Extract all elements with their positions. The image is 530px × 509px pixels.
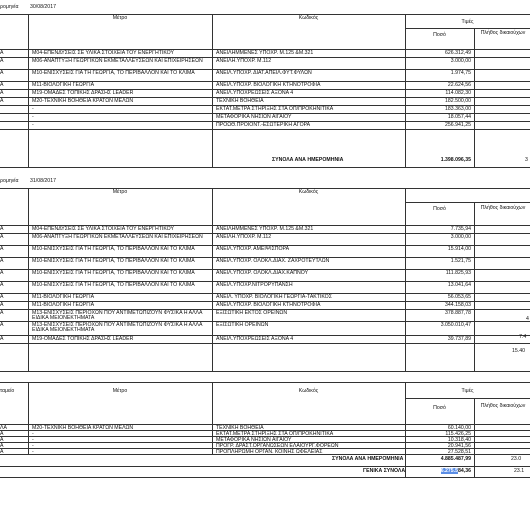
row-code: Α: [0, 57, 4, 64]
row-kodikos: ΑΝΕΙΛ.ΥΠΟΧΡ.ΝΙΤΡΟΡΥΠΑΝΣΗ: [216, 281, 293, 288]
s2-count-c: 15.40: [512, 348, 525, 354]
row-kodikos: ΜΕΤΑΦΟΡΙΚΑ ΝΗΣΙΩΝ ΑΙΓΑΙΟΥ: [216, 436, 292, 443]
grand-total-rest: 84,36: [458, 468, 471, 474]
row-metro: M06-ΑΝΑΠΤΥΞΗ ΓΕΩΡΓΙΚΩΝ ΕΚΜΕΤΑΛΛΕΥΣΕΩΝ ΚΑΙ ΕΠΙΧΕΙΡΗΣΕΩΝ: [32, 233, 203, 240]
row-metro: M10-ΕΝΙΣΧΥΣΕΙΣ ΓΙΑ ΤΗ ΓΕΩΡΓΙΑ, ΤΟ ΠΕΡΙΒΑΛΛΟΝ ΚΑΙ ΤΟ ΚΛΙΜΑ: [32, 245, 195, 252]
row-kodikos: ΠΡΟΓΡ. ΔΡΑΣΤ.ΟΡΓΑΝΩΣΕΩΝ ΕΛΑΙΟΥΡΓ.ΦΟΡΕΩΝ: [216, 442, 339, 449]
row-poso: 3.000,00: [450, 233, 471, 240]
row-code: Α: [0, 257, 4, 264]
col-poso-header-2: Ποσό: [433, 206, 446, 212]
row-metro: -: [32, 430, 34, 437]
row-poso: 626.312,49: [445, 49, 471, 56]
row-code: Α: [0, 281, 4, 288]
row-metro: M20-ΤΕΧΝΙΚΗ ΒΟΗΘΕΙΑ ΚΡΑΤΩΝ ΜΕΛΩΝ: [32, 424, 134, 431]
col-kodikos-header-2: Κωδικός: [298, 189, 319, 195]
row-poso: 18.057,44: [447, 113, 471, 120]
row-poso: 7.735,94: [450, 225, 471, 232]
col-metro-header-3: Μέτρο: [112, 388, 128, 394]
col-plithos-header-3: Πλήθος δικαιούχων: [480, 403, 526, 409]
row-poso: 115.426,25: [445, 430, 471, 437]
col-times-header: Τιμές: [461, 19, 474, 25]
col-tameio-header: ταμείο: [0, 388, 15, 394]
row-metro: M13-ΕΝΙΣΧΥΣΕΙΣ ΠΕΡΙΟΧΩΝ ΠΟΥ ΑΝΤΙΜΕΤΩΠΙΖΟΥΝ ΦΥΣΙΚΑ Η ΑΛΛΑ ΕΙΔΙΚΑ ΜΕΙΟΝΕΚΤΗΜΑΤΑ: [32, 309, 203, 321]
grand-total-value: [405, 469, 471, 474]
row-kodikos: ΕΞΙΣΩΤΙΚΗ ΟΡΕΙΝΩΝ: [216, 321, 269, 328]
row-code: Α: [0, 293, 4, 300]
section3-total-count: 23.0: [511, 456, 522, 462]
row-code: Α: [0, 69, 4, 76]
row-code: Α: [0, 225, 4, 232]
row-poso: 15.914,00: [447, 245, 471, 252]
row-metro: M13-ΕΝΙΣΧΥΣΕΙΣ ΠΕΡΙΟΧΩΝ ΠΟΥ ΑΝΤΙΜΕΤΩΠΙΖΟΥΝ ΦΥΣΙΚΑ Η ΑΛΛΑ ΕΙΔΙΚΑ ΜΕΙΟΝΕΚΤΗΜΑΤΑ: [32, 321, 203, 333]
section1-total-label: ΣΥΝΟΛΑ ΑΝΑ ΗΜΕΡΟΜΗΝΙΑ: [272, 157, 344, 163]
row-kodikos: ΕΚΤΑΤ.ΜΕΤΡΑ ΣΤΗΡΙΞΗΣ ΣΤΑ ΟΠ/ΠΡΟΚΗΝΙΤΙΚΑ: [216, 430, 334, 437]
row-code: Α: [0, 442, 4, 449]
row-kodikos: ΑΝΕΙΛ. ΥΠΟΧΡ. ΒΙΟΛΟΓΙΚΗ ΓΕΩΡΓΙΑ-ΤΑΚΤΙΚΟΣ: [216, 293, 332, 300]
row-kodikos: ΑΝΕΙΛ.ΥΠΟΧΡΕΩΣΕΙΣ ΑΞΟΝΑ 4: [216, 89, 294, 96]
date-value-1: 30/08/2017: [30, 4, 56, 10]
row-kodikos: ΑΝΕΙΛ.ΥΠΟΧΡ. ΒΙΟΛΟΓΙΚΗ ΚΤΗΝΟΤΡΟΦΙΑ: [216, 81, 321, 88]
row-kodikos: ΜΕΤΑΦΟΡΙΚΑ ΝΗΣΙΩΝ ΑΙΓΑΙΟΥ: [216, 113, 292, 120]
date-value-2: 31/08/2017: [30, 178, 56, 184]
row-poso: 378.887,78: [445, 309, 471, 316]
row-kodikos: ΑΝΕΙΛΗΜΜΕΝΕΣ ΥΠΟΧΡ. Μ.125 &Μ.321: [216, 49, 314, 56]
row-kodikos: ΑΝΕΙΛ.ΥΠΟΧΡ. ΟΛΟΚΛ.ΔΙΑΧ.ΚΑΠΝΟΥ: [216, 269, 309, 276]
row-metro: M20-ΤΕΧΝΙΚΗ ΒΟΗΘΕΙΑ ΚΡΑΤΩΝ ΜΕΛΩΝ: [32, 97, 134, 104]
col-plithos-header: Πλήθος δικαιούχων: [480, 30, 526, 36]
row-kodikos: ΤΕΧΝΙΚΗ ΒΟΗΘΕΙΑ: [216, 97, 264, 104]
grand-total-count: 23.1: [514, 468, 525, 474]
grand-total-label: ΓΕΝΙΚΑ ΣΥΝΟΛΑ: [363, 468, 406, 474]
row-poso: 10.318,40: [447, 436, 471, 443]
row-metro: M04-ΕΠΕΝΔΥΣΕΙΣ ΣΕ ΥΛΙΚΑ ΣΤΟΙΧΕΙΑ ΤΟΥ ΕΝΕΡΓΗΤΙΚΟΥ: [32, 225, 174, 232]
row-metro: -: [32, 448, 34, 455]
row-poso: 256.941,25: [445, 121, 471, 128]
row-poso: 183.363,00: [445, 105, 471, 112]
col-poso-header: Ποσό: [433, 32, 446, 38]
row-kodikos: ΑΝΕΙΛ.ΥΠΟΧΡ. ΒΙΟΛΟΓΙΚΗ ΚΤΗΝΟΤΡΟΦΙΑ: [216, 301, 321, 308]
row-poso: 3.050.010,47: [440, 321, 471, 328]
row-kodikos: ΤΕΧΝΙΚΗ ΒΟΗΘΕΙΑ: [216, 424, 264, 431]
row-metro: -: [32, 442, 34, 449]
s2-count-b: 7.4: [519, 334, 527, 340]
row-metro: -: [32, 436, 34, 443]
row-poso: 182.500,00: [445, 97, 471, 104]
row-divider: [0, 129, 530, 130]
row-metro: M11-ΒΙΟΛΟΓΙΚΗ ΓΕΩΡΓΙΑ: [32, 81, 95, 88]
row-poso: 20.941,56: [447, 442, 471, 449]
col-kodikos-header-3: Κωδικός: [298, 388, 319, 394]
row-kodikos: ΠΡΟΠΛΗΡΩΜΗ ΟΡΓΑΝ. ΚΟΙΝΗΣ ΩΦΕΛΕΙΑΣ: [216, 448, 323, 455]
col-kodikos-header: Κωδικός: [298, 15, 319, 21]
row-metro: M10-ΕΝΙΣΧΥΣΕΙΣ ΓΙΑ ΤΗ ΓΕΩΡΓΙΑ, ΤΟ ΠΕΡΙΒΑΛΛΟΝ ΚΑΙ ΤΟ ΚΛΙΜΑ: [32, 269, 195, 276]
row-poso: 22.624,56: [447, 81, 471, 88]
row-code: Α: [0, 430, 4, 437]
row-metro: M04-ΕΠΕΝΔΥΣΕΙΣ ΣΕ ΥΛΙΚΑ ΣΤΟΙΧΕΙΑ ΤΟΥ ΕΝΕΡΓΗΤΙΚΟΥ: [32, 49, 174, 56]
row-code: Α: [0, 245, 4, 252]
row-metro: M10-ΕΝΙΣΧΥΣΕΙΣ ΓΙΑ ΤΗ ΓΕΩΡΓΙΑ, ΤΟ ΠΕΡΙΒΑΛΛΟΝ ΚΑΙ ΤΟ ΚΛΙΜΑ: [32, 257, 195, 264]
table-2: [0, 188, 530, 372]
row-metro: M06-ΑΝΑΠΤΥΞΗ ΓΕΩΡΓΙΚΩΝ ΕΚΜΕΤΑΛΛΕΥΣΕΩΝ ΚΑΙ ΕΠΙΧΕΙΡΗΣΕΩΝ: [32, 57, 203, 64]
col-metro-header: Μέτρο: [112, 15, 128, 21]
row-code: Α: [0, 49, 4, 56]
date-label-2: ρομηνία: [0, 178, 19, 184]
row-metro: -: [32, 113, 34, 120]
row-code: Α: [0, 321, 4, 328]
row-poso: 60.140,00: [447, 424, 471, 431]
row-kodikos: ΑΝΕΙΛ.ΥΠΟΧΡΕΩΣΕΙΣ ΑΞΟΝΑ 4: [216, 335, 294, 342]
col-poso-header-3: Ποσό: [433, 405, 446, 411]
row-poso: 111.825,93: [445, 269, 471, 276]
col-times-header-3: Τιμές: [461, 388, 474, 394]
row-kodikos: ΠΡΟΩΘ.ΠΡΟΙΟΝΤ.-ΕΣΩΤΕΡΙΚΗ ΑΓΟΡΑ: [216, 121, 311, 128]
row-poso: 1.974,75: [450, 69, 471, 76]
s2-count-a: 4: [526, 316, 529, 322]
row-code: Α: [0, 309, 4, 316]
row-poso: 3.000,00: [450, 57, 471, 64]
row-kodikos: ΕΞΙΣΩΤΙΚΗ ΕΚΤΟΣ ΟΡΕΙΝΩΝ: [216, 309, 288, 316]
row-code: Α: [0, 335, 4, 342]
row-code: Α: [0, 81, 4, 88]
row-code: Α: [0, 97, 4, 104]
row-metro: -: [32, 105, 34, 112]
row-code: Α: [0, 269, 4, 276]
row-kodikos: ΑΝΕΙΛ.ΥΠΟΧΡ. ΑΜΕΙΨΙΣΠΟΡΑ: [216, 245, 290, 252]
row-divider: [0, 343, 530, 344]
row-kodikos: ΕΚΤΑΤ.ΜΕΤΡΑ ΣΤΗΡΙΞΗΣ ΣΤΑ ΟΠ/ΠΡΟΚΗΝΙΤΙΚΑ: [216, 105, 334, 112]
row-metro: M10-ΕΝΙΣΧΥΣΕΙΣ ΓΙΑ ΤΗ ΓΕΩΡΓΙΑ, ΤΟ ΠΕΡΙΒΑΛΛΟΝ ΚΑΙ ΤΟ ΚΛΙΜΑ: [32, 281, 195, 288]
section3-total-value: 4.885.487,99: [440, 456, 471, 462]
row-kodikos: ΑΝΕΙΛ.ΥΠΟΧΡ. ΔΙΑΤ.ΑΠΕΙΛ.ΦΥΤ.ΦΥΛΩΝ: [216, 69, 312, 76]
grand-total-selected: 6.275.5: [440, 468, 459, 474]
row-kodikos: ΑΝΕΙΛΗ.ΥΠΟΧΡ. Μ.112: [216, 233, 272, 240]
row-poso: 13.041,64: [447, 281, 471, 288]
row-poso: 39.737,89: [447, 335, 471, 342]
row-code: Α: [0, 436, 4, 443]
col-plithos-header-2: Πλήθος δικαιούχων: [480, 205, 526, 211]
row-metro: -: [32, 121, 34, 128]
col-metro-header-2: Μέτρο: [112, 189, 128, 195]
row-poso: 344.158,03: [445, 301, 471, 308]
section1-total-value: 1.398.096,35: [440, 157, 471, 163]
row-kodikos: ΑΝΕΙΛΗ.ΥΠΟΧΡ. Μ.112: [216, 57, 272, 64]
row-kodikos: ΑΝΕΙΛ.ΥΠΟΧΡ. ΟΛΟΚΛ.ΔΙΑΧ. ΖΑΧΡΟΤΕΥΤΛΩΝ: [216, 257, 330, 264]
row-metro: M19-ΟΜΑΔΕΣ ΤΟΠΙΚΗΣ ΔΡΑΣΗΣ LEADER: [32, 89, 134, 96]
row-code: Α: [0, 89, 4, 96]
row-metro: M11-ΒΙΟΛΟΓΙΚΗ ΓΕΩΡΓΙΑ: [32, 301, 95, 308]
row-metro: M11-ΒΙΟΛΟΓΙΚΗ ΓΕΩΡΓΙΑ: [32, 293, 95, 300]
section1-total-count: 3: [525, 157, 528, 163]
row-code: Α: [0, 233, 4, 240]
row-poso: 27.528,51: [447, 448, 471, 455]
row-metro: M19-ΟΜΑΔΕΣ ΤΟΠΙΚΗΣ ΔΡΑΣΗΣ LEADER: [32, 335, 134, 342]
row-poso: 56.053,65: [447, 293, 471, 300]
row-poso: 1.521,75: [450, 257, 471, 264]
row-kodikos: ΑΝΕΙΛΗΜΜΕΝΕΣ ΥΠΟΧΡ. Μ.125 &Μ.321: [216, 225, 314, 232]
row-metro: M10-ΕΝΙΣΧΥΣΕΙΣ ΓΙΑ ΤΗ ΓΕΩΡΓΙΑ, ΤΟ ΠΕΡΙΒΑΛΛΟΝ ΚΑΙ ΤΟ ΚΛΙΜΑ: [32, 69, 195, 76]
row-code: ΛΑ: [0, 424, 7, 431]
date-label-1: ρομηνία: [0, 4, 19, 10]
row-code: Α: [0, 448, 4, 455]
row-code: Α: [0, 301, 4, 308]
row-poso: 114.082,30: [445, 89, 471, 96]
section3-total-label: ΣΥΝΟΛΑ ΑΝΑ ΗΜΕΡΟΜΗΝΙΑ: [332, 456, 404, 462]
